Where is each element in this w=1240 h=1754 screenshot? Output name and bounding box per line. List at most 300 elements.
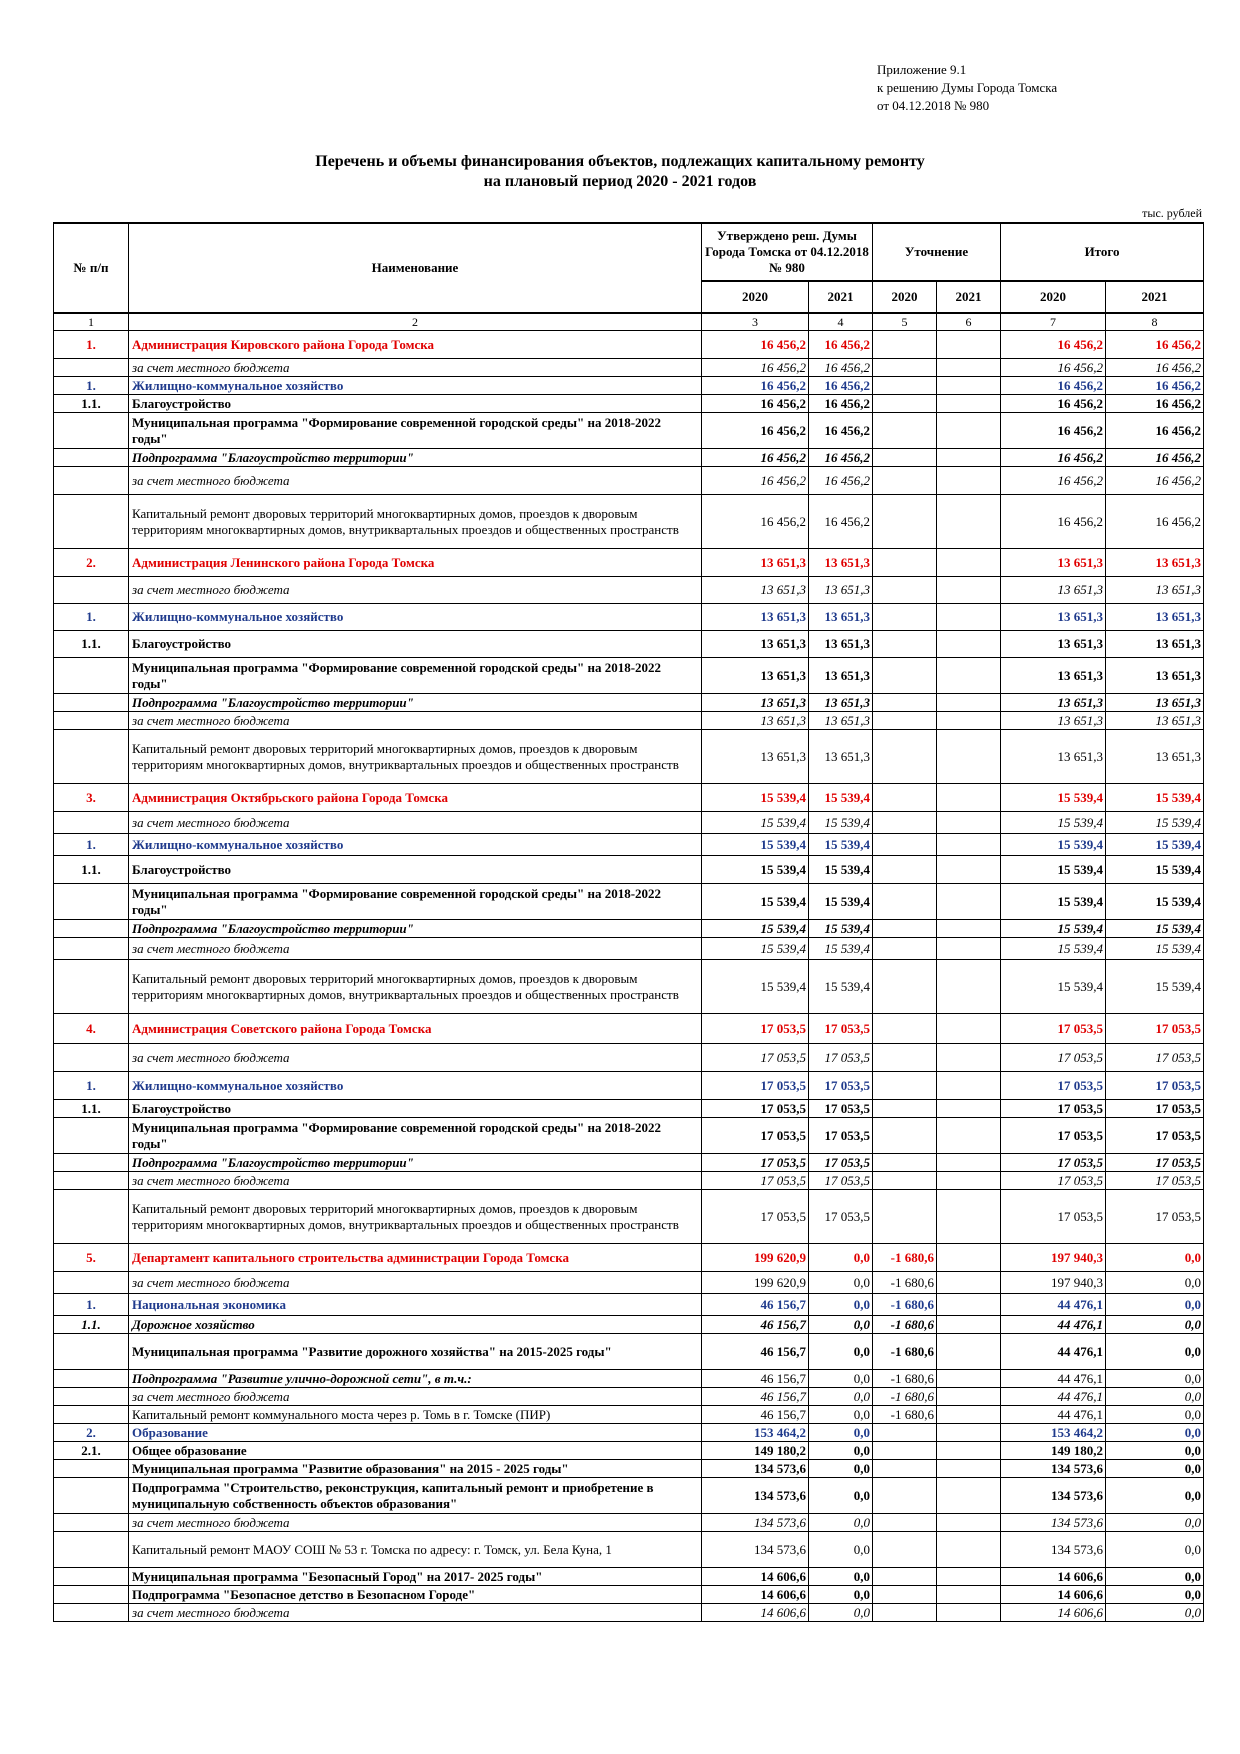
title-line-1: Перечень и объемы финансирования объектов, подлежащих капитальному ремонту bbox=[315, 153, 925, 170]
row-value: 15 539,4 bbox=[1001, 884, 1106, 920]
row-value: 0,0 bbox=[1106, 1294, 1204, 1316]
row-value: 17 053,5 bbox=[809, 1190, 873, 1244]
row-name: Дорожное хозяйство bbox=[129, 1316, 702, 1334]
table-row bbox=[54, 1014, 1204, 1044]
table-row bbox=[54, 1514, 1204, 1532]
row-value bbox=[873, 1118, 937, 1154]
row-value: 17 053,5 bbox=[702, 1154, 809, 1172]
row-value: 15 539,4 bbox=[702, 812, 809, 834]
row-value: 16 456,2 bbox=[702, 331, 809, 359]
row-number: 2. bbox=[54, 1424, 129, 1442]
row-name: Капитальный ремонт МАОУ СОШ № 53 г. Томска по адресу: г. Томск, ул. Бела Куна, 1 bbox=[129, 1532, 702, 1568]
row-value: 197 940,3 bbox=[1001, 1244, 1106, 1272]
row-value bbox=[873, 495, 937, 549]
row-number bbox=[54, 1154, 129, 1172]
row-name: Подпрограмма "Благоустройство территории" bbox=[129, 694, 702, 712]
row-value bbox=[873, 834, 937, 856]
row-value: 13 651,3 bbox=[1106, 577, 1204, 604]
row-value bbox=[937, 467, 1001, 495]
row-value: 16 456,2 bbox=[702, 359, 809, 377]
row-value: 0,0 bbox=[1106, 1334, 1204, 1370]
row-name: Жилищно-коммунальное хозяйство bbox=[129, 604, 702, 631]
row-value: 16 456,2 bbox=[1001, 467, 1106, 495]
row-name: Благоустройство bbox=[129, 395, 702, 413]
table-row bbox=[54, 658, 1204, 694]
table-row bbox=[54, 834, 1204, 856]
row-name: за счет местного бюджета bbox=[129, 1388, 702, 1406]
row-value: 13 651,3 bbox=[809, 730, 873, 784]
header-year: 2020 bbox=[702, 281, 809, 313]
row-number bbox=[54, 1478, 129, 1514]
table-row bbox=[54, 413, 1204, 449]
row-value: 15 539,4 bbox=[1106, 834, 1204, 856]
row-value: 16 456,2 bbox=[1106, 359, 1204, 377]
row-value bbox=[937, 812, 1001, 834]
row-value: 197 940,3 bbox=[1001, 1272, 1106, 1294]
row-value: 15 539,4 bbox=[702, 938, 809, 960]
row-value: 46 156,7 bbox=[702, 1316, 809, 1334]
row-value bbox=[873, 1532, 937, 1568]
row-value: 13 651,3 bbox=[809, 631, 873, 658]
row-value: 17 053,5 bbox=[702, 1190, 809, 1244]
row-value: 13 651,3 bbox=[1001, 730, 1106, 784]
row-value: 16 456,2 bbox=[702, 467, 809, 495]
row-value: 16 456,2 bbox=[809, 449, 873, 467]
row-value: 0,0 bbox=[1106, 1244, 1204, 1272]
row-value: 0,0 bbox=[809, 1294, 873, 1316]
row-value bbox=[937, 1190, 1001, 1244]
row-value: 15 539,4 bbox=[702, 834, 809, 856]
row-value: 13 651,3 bbox=[1001, 694, 1106, 712]
row-name: Подпрограмма "Строительство, реконструкция, капитальный ремонт и приобретение в муниципальную собственность объектов образования" bbox=[129, 1478, 702, 1514]
row-value: 16 456,2 bbox=[1001, 331, 1106, 359]
row-value bbox=[873, 712, 937, 730]
row-value: -1 680,6 bbox=[873, 1244, 937, 1272]
table-row bbox=[54, 1334, 1204, 1370]
row-value: 17 053,5 bbox=[1001, 1172, 1106, 1190]
row-value: 17 053,5 bbox=[702, 1118, 809, 1154]
row-number: 1. bbox=[54, 604, 129, 631]
row-value: 15 539,4 bbox=[809, 834, 873, 856]
row-value: 15 539,4 bbox=[809, 784, 873, 812]
table-body bbox=[54, 331, 1204, 1622]
row-value: 17 053,5 bbox=[809, 1118, 873, 1154]
row-value: 134 573,6 bbox=[1001, 1460, 1106, 1478]
row-name: Жилищно-коммунальное хозяйство bbox=[129, 377, 702, 395]
row-value: 16 456,2 bbox=[1106, 413, 1204, 449]
row-value: -1 680,6 bbox=[873, 1370, 937, 1388]
table-row bbox=[54, 1388, 1204, 1406]
row-value: 16 456,2 bbox=[1001, 395, 1106, 413]
row-value bbox=[937, 1388, 1001, 1406]
row-name: Жилищно-коммунальное хозяйство bbox=[129, 834, 702, 856]
row-value: 16 456,2 bbox=[809, 413, 873, 449]
row-value bbox=[937, 1316, 1001, 1334]
table-row bbox=[54, 467, 1204, 495]
row-name: за счет местного бюджета bbox=[129, 1514, 702, 1532]
row-value bbox=[937, 359, 1001, 377]
row-value: 16 456,2 bbox=[1106, 331, 1204, 359]
row-value: 14 606,6 bbox=[1001, 1604, 1106, 1622]
col-index: 1 bbox=[54, 313, 129, 331]
row-value bbox=[873, 1478, 937, 1514]
row-value: 153 464,2 bbox=[1001, 1424, 1106, 1442]
header-num: № п/п bbox=[54, 223, 129, 313]
row-value bbox=[937, 1044, 1001, 1072]
row-value: 13 651,3 bbox=[1106, 631, 1204, 658]
row-value: 13 651,3 bbox=[1001, 549, 1106, 577]
row-number bbox=[54, 449, 129, 467]
row-value: 17 053,5 bbox=[1001, 1072, 1106, 1100]
table-row bbox=[54, 1294, 1204, 1316]
row-value: 16 456,2 bbox=[809, 467, 873, 495]
row-value bbox=[873, 1460, 937, 1478]
row-number bbox=[54, 1460, 129, 1478]
appendix-line-2: к решению Думы Города Томска bbox=[877, 80, 1058, 95]
table-row bbox=[54, 884, 1204, 920]
row-value: 0,0 bbox=[809, 1442, 873, 1460]
row-value: 17 053,5 bbox=[809, 1100, 873, 1118]
row-number: 2. bbox=[54, 549, 129, 577]
row-value: 46 156,7 bbox=[702, 1370, 809, 1388]
row-number bbox=[54, 960, 129, 1014]
row-value bbox=[873, 1586, 937, 1604]
row-value bbox=[937, 1514, 1001, 1532]
row-value bbox=[873, 395, 937, 413]
row-value bbox=[937, 960, 1001, 1014]
row-value: 15 539,4 bbox=[1001, 856, 1106, 884]
table-row bbox=[54, 1370, 1204, 1388]
row-number: 1. bbox=[54, 834, 129, 856]
row-number bbox=[54, 467, 129, 495]
row-value: 13 651,3 bbox=[702, 577, 809, 604]
row-value: 15 539,4 bbox=[1001, 920, 1106, 938]
row-value: 16 456,2 bbox=[702, 395, 809, 413]
row-value: 15 539,4 bbox=[809, 960, 873, 1014]
row-value: 13 651,3 bbox=[809, 549, 873, 577]
row-name: Подпрограмма "Благоустройство территории" bbox=[129, 920, 702, 938]
col-index: 3 bbox=[702, 313, 809, 331]
row-name: за счет местного бюджета bbox=[129, 812, 702, 834]
row-value bbox=[873, 1568, 937, 1586]
table-row bbox=[54, 812, 1204, 834]
row-value bbox=[937, 712, 1001, 730]
row-value bbox=[873, 631, 937, 658]
table-row bbox=[54, 631, 1204, 658]
row-number bbox=[54, 1532, 129, 1568]
row-value: 14 606,6 bbox=[1001, 1568, 1106, 1586]
row-number bbox=[54, 495, 129, 549]
row-value bbox=[873, 604, 937, 631]
row-value: 153 464,2 bbox=[702, 1424, 809, 1442]
row-value bbox=[937, 395, 1001, 413]
row-value: 15 539,4 bbox=[702, 884, 809, 920]
row-name: Благоустройство bbox=[129, 631, 702, 658]
row-value: 15 539,4 bbox=[1001, 938, 1106, 960]
row-name: Капитальный ремонт дворовых территорий многоквартирных домов, проездов к дворовым территориям многоквартирных домов, внутриквартальных проездов и общественных пространств bbox=[129, 960, 702, 1014]
row-value bbox=[873, 1014, 937, 1044]
row-number: 1.1. bbox=[54, 1100, 129, 1118]
row-value: 0,0 bbox=[809, 1370, 873, 1388]
row-value: 15 539,4 bbox=[702, 960, 809, 1014]
row-number bbox=[54, 1334, 129, 1370]
row-value: 15 539,4 bbox=[809, 812, 873, 834]
row-value: 13 651,3 bbox=[1106, 549, 1204, 577]
row-value: 17 053,5 bbox=[1001, 1044, 1106, 1072]
row-value: 15 539,4 bbox=[1001, 784, 1106, 812]
row-value bbox=[873, 1442, 937, 1460]
row-value bbox=[873, 658, 937, 694]
row-value: 16 456,2 bbox=[1001, 377, 1106, 395]
row-name: Капитальный ремонт коммунального моста через р. Томь в г. Томске (ПИР) bbox=[129, 1406, 702, 1424]
row-name: Капитальный ремонт дворовых территорий многоквартирных домов, проездов к дворовым территориям многоквартирных домов, внутриквартальных проездов и общественных пространств bbox=[129, 495, 702, 549]
row-name: Департамент капитального строительства администрации Города Томска bbox=[129, 1244, 702, 1272]
row-value: 17 053,5 bbox=[1106, 1100, 1204, 1118]
table-row bbox=[54, 1532, 1204, 1568]
row-name: за счет местного бюджета bbox=[129, 712, 702, 730]
row-name: Подпрограмма "Безопасное детство в Безопасном Городе" bbox=[129, 1586, 702, 1604]
row-number bbox=[54, 1604, 129, 1622]
row-value: 0,0 bbox=[1106, 1604, 1204, 1622]
row-value: -1 680,6 bbox=[873, 1406, 937, 1424]
document-title bbox=[0, 152, 1240, 192]
row-number: 1. bbox=[54, 331, 129, 359]
row-name: Благоустройство bbox=[129, 1100, 702, 1118]
row-value: 0,0 bbox=[809, 1532, 873, 1568]
row-value: 0,0 bbox=[809, 1460, 873, 1478]
row-name: Жилищно-коммунальное хозяйство bbox=[129, 1072, 702, 1100]
row-value: 134 573,6 bbox=[702, 1514, 809, 1532]
row-value: 17 053,5 bbox=[1001, 1118, 1106, 1154]
units-label: тыс. рублей bbox=[1142, 206, 1202, 220]
table-row bbox=[54, 1272, 1204, 1294]
table-row bbox=[54, 1478, 1204, 1514]
row-value: 13 651,3 bbox=[1001, 712, 1106, 730]
row-value: 17 053,5 bbox=[1001, 1154, 1106, 1172]
row-name: Муниципальная программа "Развитие дорожного хозяйства" на 2015-2025 годы" bbox=[129, 1334, 702, 1370]
table-row bbox=[54, 1190, 1204, 1244]
row-number bbox=[54, 938, 129, 960]
row-value: 13 651,3 bbox=[702, 712, 809, 730]
row-value bbox=[873, 1044, 937, 1072]
row-value bbox=[873, 1604, 937, 1622]
row-value: 13 651,3 bbox=[702, 549, 809, 577]
row-value: 13 651,3 bbox=[809, 604, 873, 631]
row-value bbox=[937, 694, 1001, 712]
row-name: Муниципальная программа "Формирование современной городской среды" на 2018-2022 годы" bbox=[129, 1118, 702, 1154]
row-value: 17 053,5 bbox=[702, 1014, 809, 1044]
row-value bbox=[873, 377, 937, 395]
row-value bbox=[937, 1118, 1001, 1154]
header-clarification: Уточнение bbox=[873, 223, 1001, 281]
row-value: 0,0 bbox=[1106, 1442, 1204, 1460]
row-value: 16 456,2 bbox=[809, 359, 873, 377]
row-value: 16 456,2 bbox=[809, 331, 873, 359]
row-value bbox=[937, 730, 1001, 784]
row-value: 13 651,3 bbox=[702, 694, 809, 712]
col-index: 6 bbox=[937, 313, 1001, 331]
table-row bbox=[54, 1442, 1204, 1460]
row-value bbox=[873, 577, 937, 604]
row-value: 13 651,3 bbox=[1001, 631, 1106, 658]
row-value: 16 456,2 bbox=[702, 377, 809, 395]
row-value: 0,0 bbox=[1106, 1272, 1204, 1294]
row-value: 0,0 bbox=[809, 1334, 873, 1370]
row-value bbox=[937, 1442, 1001, 1460]
row-value: 17 053,5 bbox=[1106, 1044, 1204, 1072]
row-value: 0,0 bbox=[809, 1272, 873, 1294]
row-number bbox=[54, 413, 129, 449]
row-value bbox=[937, 1370, 1001, 1388]
row-value: 17 053,5 bbox=[809, 1172, 873, 1190]
table-row bbox=[54, 1100, 1204, 1118]
row-value bbox=[937, 1014, 1001, 1044]
row-value bbox=[873, 413, 937, 449]
row-value bbox=[937, 1172, 1001, 1190]
row-value bbox=[937, 784, 1001, 812]
row-value: -1 680,6 bbox=[873, 1272, 937, 1294]
row-number bbox=[54, 1370, 129, 1388]
table-row bbox=[54, 1604, 1204, 1622]
row-value bbox=[873, 938, 937, 960]
row-number: 3. bbox=[54, 784, 129, 812]
row-value bbox=[937, 1424, 1001, 1442]
row-value bbox=[873, 694, 937, 712]
row-value: 16 456,2 bbox=[702, 495, 809, 549]
row-value: 16 456,2 bbox=[809, 377, 873, 395]
row-value bbox=[873, 920, 937, 938]
row-value bbox=[937, 604, 1001, 631]
row-value: 13 651,3 bbox=[809, 694, 873, 712]
row-value bbox=[873, 1154, 937, 1172]
row-value: -1 680,6 bbox=[873, 1388, 937, 1406]
row-value: 0,0 bbox=[809, 1478, 873, 1514]
row-value: 46 156,7 bbox=[702, 1294, 809, 1316]
row-value bbox=[937, 331, 1001, 359]
table-row bbox=[54, 377, 1204, 395]
row-number: 1.1. bbox=[54, 395, 129, 413]
row-value: 0,0 bbox=[1106, 1514, 1204, 1532]
row-value: 15 539,4 bbox=[809, 884, 873, 920]
row-value: 17 053,5 bbox=[702, 1100, 809, 1118]
row-value: 16 456,2 bbox=[1001, 413, 1106, 449]
row-value: 199 620,9 bbox=[702, 1244, 809, 1272]
row-value bbox=[937, 549, 1001, 577]
row-number: 5. bbox=[54, 1244, 129, 1272]
row-value: 44 476,1 bbox=[1001, 1388, 1106, 1406]
row-value: 13 651,3 bbox=[809, 577, 873, 604]
row-number bbox=[54, 694, 129, 712]
table-row bbox=[54, 1460, 1204, 1478]
row-value bbox=[937, 1460, 1001, 1478]
header-year: 2021 bbox=[937, 281, 1001, 313]
row-value bbox=[937, 658, 1001, 694]
row-value: 14 606,6 bbox=[702, 1568, 809, 1586]
row-number bbox=[54, 1586, 129, 1604]
row-value: 44 476,1 bbox=[1001, 1370, 1106, 1388]
table-row bbox=[54, 694, 1204, 712]
row-value bbox=[937, 495, 1001, 549]
row-name: Администрация Ленинского района Города Томска bbox=[129, 549, 702, 577]
row-value bbox=[937, 577, 1001, 604]
row-value: 16 456,2 bbox=[1001, 495, 1106, 549]
row-value: 15 539,4 bbox=[1106, 920, 1204, 938]
row-value: 149 180,2 bbox=[1001, 1442, 1106, 1460]
table-row bbox=[54, 1316, 1204, 1334]
table-row bbox=[54, 1154, 1204, 1172]
row-value: 15 539,4 bbox=[1106, 884, 1204, 920]
table-row bbox=[54, 1424, 1204, 1442]
row-value bbox=[937, 1294, 1001, 1316]
row-value bbox=[937, 920, 1001, 938]
appendix-line-3: от 04.12.2018 № 980 bbox=[877, 98, 990, 113]
row-value bbox=[873, 730, 937, 784]
row-name: Муниципальная программа "Формирование современной городской среды" на 2018-2022 годы" bbox=[129, 413, 702, 449]
row-name: за счет местного бюджета bbox=[129, 1044, 702, 1072]
row-name: Администрация Октябрьского района Города Томска bbox=[129, 784, 702, 812]
row-name: Муниципальная программа "Безопасный Город" на 2017- 2025 годы" bbox=[129, 1568, 702, 1586]
row-value: 134 573,6 bbox=[702, 1532, 809, 1568]
table-row bbox=[54, 712, 1204, 730]
row-value bbox=[937, 856, 1001, 884]
row-value: 16 456,2 bbox=[809, 495, 873, 549]
row-number: 1.1. bbox=[54, 1316, 129, 1334]
row-value: 44 476,1 bbox=[1001, 1334, 1106, 1370]
row-value: 134 573,6 bbox=[1001, 1478, 1106, 1514]
row-number: 1. bbox=[54, 1072, 129, 1100]
col-index: 7 bbox=[1001, 313, 1106, 331]
row-value: 0,0 bbox=[1106, 1406, 1204, 1424]
table-row bbox=[54, 1172, 1204, 1190]
row-number bbox=[54, 884, 129, 920]
row-value: 17 053,5 bbox=[809, 1154, 873, 1172]
row-name: Капитальный ремонт дворовых территорий многоквартирных домов, проездов к дворовым территориям многоквартирных домов, внутриквартальных проездов и общественных пространств bbox=[129, 730, 702, 784]
table-row bbox=[54, 784, 1204, 812]
row-value: 134 573,6 bbox=[702, 1460, 809, 1478]
row-value: 17 053,5 bbox=[1106, 1014, 1204, 1044]
row-value: 15 539,4 bbox=[702, 784, 809, 812]
row-value bbox=[937, 1100, 1001, 1118]
row-name: Образование bbox=[129, 1424, 702, 1442]
table-row bbox=[54, 1406, 1204, 1424]
row-value bbox=[937, 1478, 1001, 1514]
row-value bbox=[937, 884, 1001, 920]
row-value: 13 651,3 bbox=[1106, 730, 1204, 784]
row-value bbox=[937, 1072, 1001, 1100]
row-value: 149 180,2 bbox=[702, 1442, 809, 1460]
row-value: 15 539,4 bbox=[809, 938, 873, 960]
row-value: -1 680,6 bbox=[873, 1294, 937, 1316]
row-name: за счет местного бюджета bbox=[129, 938, 702, 960]
row-value bbox=[873, 784, 937, 812]
row-value: 13 651,3 bbox=[702, 658, 809, 694]
row-name: Капитальный ремонт дворовых территорий многоквартирных домов, проездов к дворовым территориям многоквартирных домов, внутриквартальных проездов и общественных пространств bbox=[129, 1190, 702, 1244]
table-row bbox=[54, 549, 1204, 577]
table-row bbox=[54, 920, 1204, 938]
row-value bbox=[873, 549, 937, 577]
row-value bbox=[937, 1604, 1001, 1622]
row-value: 14 606,6 bbox=[702, 1586, 809, 1604]
row-value: 15 539,4 bbox=[1106, 960, 1204, 1014]
table-row bbox=[54, 495, 1204, 549]
row-name: Администрация Кировского района Города Томска bbox=[129, 331, 702, 359]
row-value: 0,0 bbox=[809, 1316, 873, 1334]
row-value: 16 456,2 bbox=[702, 413, 809, 449]
row-value: 46 156,7 bbox=[702, 1406, 809, 1424]
header-total: Итого bbox=[1001, 223, 1204, 281]
row-value: 0,0 bbox=[809, 1424, 873, 1442]
table-row bbox=[54, 730, 1204, 784]
